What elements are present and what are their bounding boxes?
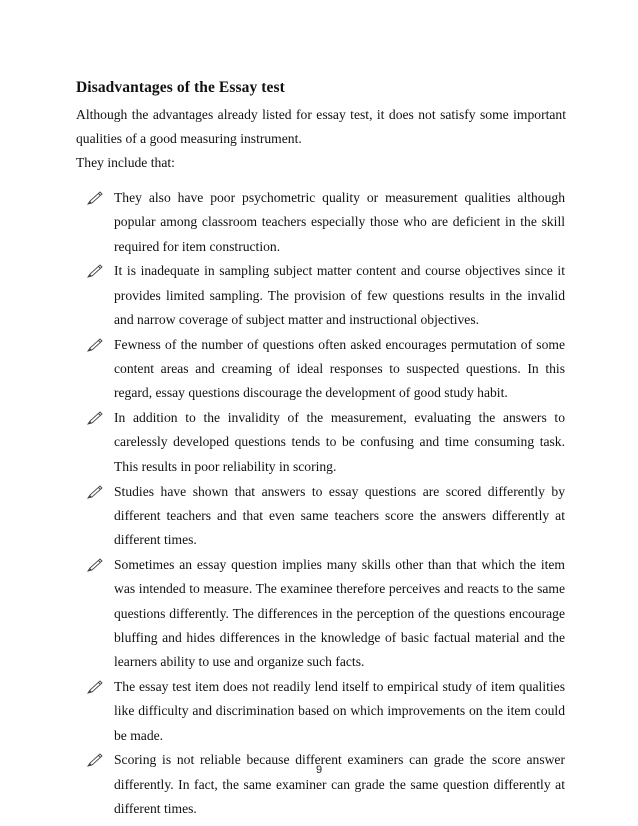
disadvantages-list xyxy=(87,186,565,822)
intro-text xyxy=(76,103,566,175)
list-item-text: Studies have shown that answers to essay questions are scored differently by different teachers and that even same teachers score the answers differently at different times. xyxy=(114,483,565,548)
pencil-icon xyxy=(87,411,103,425)
pencil-icon xyxy=(87,558,103,572)
list-item-text: Scoring is not reliable because different examiners can grade the score answer differently. In fact, the same examiner can grade the same question differently at different times. xyxy=(114,752,565,816)
list-item xyxy=(87,748,565,821)
list-item-text: They also have poor psychometric quality or measurement qualities although popular among classroom teachers especially those who are deficient in the skill required for item construction. xyxy=(114,190,565,254)
page-number: 9 xyxy=(315,764,323,776)
list-item xyxy=(87,259,565,332)
list-item xyxy=(87,186,565,259)
list-item xyxy=(87,553,565,674)
section-heading: Disadvantages of the Essay test xyxy=(76,79,285,96)
pencil-icon xyxy=(87,485,103,499)
pencil-icon xyxy=(87,680,103,694)
intro-paragraph: Although the advantages already listed for essay test, it does not satisfy some important qualities of a good measuring instrument. xyxy=(76,107,566,146)
intro-lead-in: They include that: xyxy=(76,155,175,170)
list-item-text: The essay test item does not readily lend itself to empirical study of item qualities like difficulty and discrimination based on which improvements on the item could be made. xyxy=(114,678,565,743)
pencil-icon xyxy=(87,191,103,205)
list-item xyxy=(87,480,565,553)
list-item-text: Sometimes an essay question implies many skills other than that which the item was intended to measure. The examinee therefore perceives and reacts to the same questions differently. The differences in the perception of the questions encourage bluffing and hides differences in the knowledge of basic factual material and the learners ability to use and organize such facts. xyxy=(114,556,565,670)
pencil-icon xyxy=(87,338,103,352)
list-item xyxy=(87,406,565,479)
pencil-icon xyxy=(87,264,103,278)
list-item-text: It is inadequate in sampling subject matter content and course objectives since it provides limited sampling. The provision of few questions results in the invalid and narrow coverage of subject matter and instructional objectives. xyxy=(114,263,565,327)
list-item xyxy=(87,675,565,748)
list-item xyxy=(87,333,565,406)
list-item-text: In addition to the invalidity of the measurement, evaluating the answers to carelessly developed questions tends to be confusing and time consuming task. This results in poor reliability in scoring. xyxy=(114,410,565,474)
list-item-text: Fewness of the number of questions often asked encourages permutation of some content areas and creaming of ideal responses to suspected questions. In this regard, essay questions discourage the development of good study habit. xyxy=(114,336,565,401)
